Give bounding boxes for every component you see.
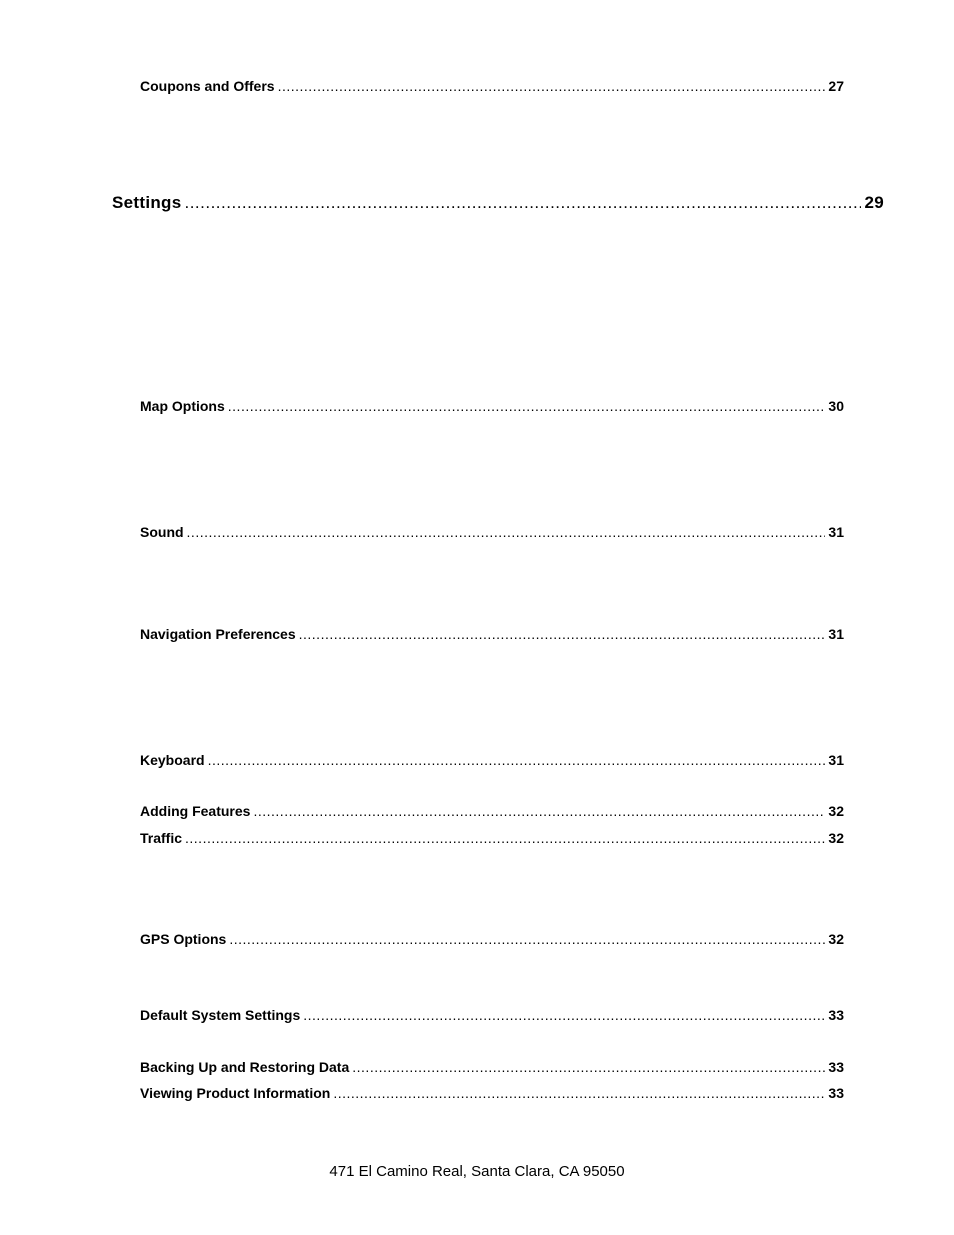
dot-leader <box>187 524 826 540</box>
toc-entry-settings[interactable] <box>112 193 884 213</box>
toc-entry-coupons-and-offers[interactable] <box>140 78 844 94</box>
toc-page-number: 29 <box>864 193 884 212</box>
toc-page-number: 31 <box>828 752 844 768</box>
toc-label: Sound <box>140 524 184 540</box>
toc-section-label: Settings <box>112 193 182 212</box>
toc-label: Backing Up and Restoring Data <box>140 1059 350 1075</box>
toc-page-number: 27 <box>828 78 844 94</box>
toc-entry-map-options[interactable] <box>140 398 844 414</box>
dot-leader <box>333 1085 825 1101</box>
toc-page-number: 31 <box>828 626 844 642</box>
toc-page-number: 33 <box>828 1007 844 1023</box>
toc-entry-viewing-product-information[interactable] <box>140 1085 844 1101</box>
toc-label: GPS Options <box>140 931 227 947</box>
toc-label: Coupons and Offers <box>140 78 275 94</box>
toc-entry-sound[interactable] <box>140 524 844 540</box>
dot-leader <box>228 398 826 414</box>
dot-leader <box>352 1059 825 1075</box>
toc-entry-navigation-preferences[interactable] <box>140 626 844 642</box>
toc-page-number: 31 <box>828 524 844 540</box>
toc-label: Keyboard <box>140 752 205 768</box>
toc-entry-backing-up-and-restoring-data[interactable] <box>140 1059 844 1075</box>
toc-label: Viewing Product Information <box>140 1085 331 1101</box>
toc-label: Traffic <box>140 830 183 846</box>
toc-page-number: 32 <box>828 931 844 947</box>
dot-leader <box>184 193 861 213</box>
toc-label: Map Options <box>140 398 225 414</box>
dot-leader <box>208 752 826 768</box>
dot-leader <box>299 626 826 642</box>
toc-page-number: 32 <box>828 803 844 819</box>
footer-address: 471 El Camino Real, Santa Clara, CA 95050 <box>329 1163 625 1180</box>
toc-entry-default-system-settings[interactable] <box>140 1007 844 1023</box>
toc-label: Navigation Preferences <box>140 626 296 642</box>
dot-leader <box>278 78 826 94</box>
dot-leader <box>185 830 825 846</box>
toc-entry-adding-features[interactable] <box>140 803 844 819</box>
toc-page-number: 33 <box>828 1059 844 1075</box>
dot-leader <box>303 1007 825 1023</box>
toc-entry-traffic[interactable] <box>140 830 844 846</box>
toc-label: Default System Settings <box>140 1007 301 1023</box>
toc-entry-gps-options[interactable] <box>140 931 844 947</box>
dot-leader <box>229 931 825 947</box>
dot-leader <box>253 803 825 819</box>
toc-page-number: 30 <box>828 398 844 414</box>
toc-entry-keyboard[interactable] <box>140 752 844 768</box>
toc-page-number: 32 <box>828 830 844 846</box>
toc-label: Adding Features <box>140 803 251 819</box>
toc-page-number: 33 <box>828 1085 844 1101</box>
